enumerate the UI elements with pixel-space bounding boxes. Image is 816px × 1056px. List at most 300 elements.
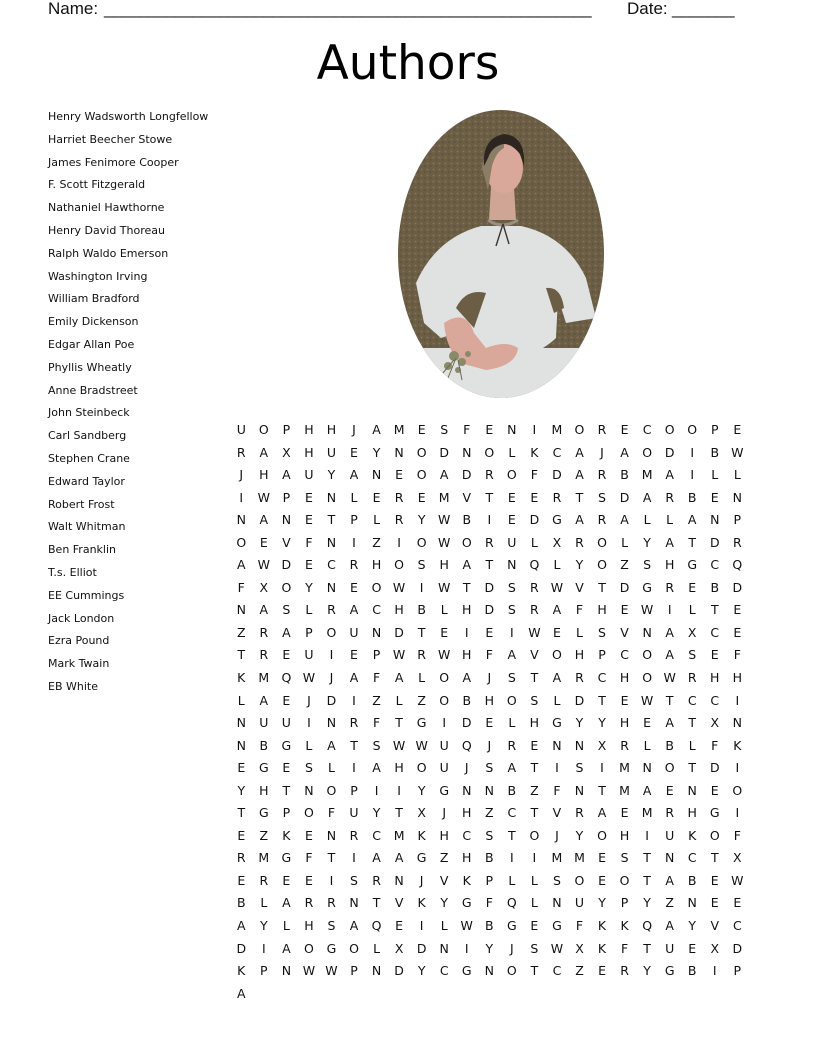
grid-letter[interactable]: R: [575, 805, 584, 821]
grid-letter[interactable]: Y: [598, 895, 606, 911]
grid-letter[interactable]: A: [597, 805, 607, 821]
grid-letter[interactable]: R: [394, 489, 404, 505]
grid-letter[interactable]: H: [259, 782, 269, 798]
grid-letter[interactable]: O: [506, 963, 517, 979]
grid-letter[interactable]: L: [327, 760, 335, 776]
grid-letter[interactable]: D: [484, 602, 495, 618]
grid-letter[interactable]: E: [710, 782, 719, 798]
grid-letter[interactable]: B: [687, 489, 697, 505]
grid-letter[interactable]: X: [597, 737, 607, 753]
grid-letter[interactable]: U: [259, 715, 269, 731]
grid-letter[interactable]: N: [326, 715, 337, 731]
grid-letter[interactable]: L: [530, 872, 538, 888]
grid-letter[interactable]: O: [709, 827, 720, 843]
grid-letter[interactable]: A: [372, 850, 381, 866]
grid-letter[interactable]: R: [597, 467, 607, 483]
grid-letter[interactable]: S: [643, 557, 652, 573]
grid-letter[interactable]: T: [530, 805, 539, 821]
grid-letter[interactable]: S: [575, 760, 584, 776]
grid-letter[interactable]: F: [305, 534, 313, 550]
grid-letter[interactable]: U: [281, 715, 291, 731]
grid-letter[interactable]: R: [327, 602, 336, 618]
grid-letter[interactable]: X: [259, 579, 269, 595]
grid-letter[interactable]: R: [665, 489, 674, 505]
grid-letter[interactable]: O: [642, 647, 653, 663]
grid-letter[interactable]: Q: [461, 737, 472, 753]
grid-letter[interactable]: S: [552, 872, 561, 888]
grid-letter[interactable]: H: [462, 647, 472, 663]
grid-letter[interactable]: D: [619, 489, 630, 505]
grid-letter[interactable]: I: [464, 624, 469, 640]
grid-letter[interactable]: U: [349, 624, 359, 640]
grid-letter[interactable]: A: [620, 512, 629, 528]
grid-letter[interactable]: X: [733, 850, 742, 866]
grid-letter[interactable]: I: [735, 760, 740, 776]
grid-letter[interactable]: L: [373, 940, 381, 956]
grid-letter[interactable]: A: [665, 624, 674, 640]
grid-letter[interactable]: A: [282, 895, 291, 911]
grid-letter[interactable]: O: [484, 444, 495, 460]
grid-letter[interactable]: M: [258, 670, 270, 686]
grid-letter[interactable]: L: [282, 918, 290, 934]
grid-letter[interactable]: C: [710, 624, 720, 640]
grid-letter[interactable]: E: [350, 579, 358, 595]
grid-letter[interactable]: P: [282, 805, 291, 821]
grid-letter[interactable]: R: [349, 715, 359, 731]
grid-letter[interactable]: N: [732, 715, 742, 731]
grid-letter[interactable]: Z: [530, 782, 539, 798]
grid-letter[interactable]: S: [688, 647, 697, 663]
grid-letter[interactable]: H: [529, 715, 540, 731]
grid-letter[interactable]: F: [485, 647, 493, 663]
grid-letter[interactable]: Z: [575, 963, 584, 979]
grid-letter[interactable]: Q: [642, 918, 653, 934]
grid-letter[interactable]: B: [620, 467, 629, 483]
grid-letter[interactable]: T: [598, 579, 606, 595]
grid-letter[interactable]: F: [620, 940, 629, 956]
grid-letter[interactable]: W: [392, 647, 406, 663]
grid-letter[interactable]: I: [352, 760, 356, 776]
grid-letter[interactable]: R: [259, 647, 269, 663]
grid-letter[interactable]: Q: [529, 557, 540, 573]
grid-letter[interactable]: T: [462, 579, 471, 595]
grid-letter[interactable]: V: [462, 489, 472, 505]
grid-letter[interactable]: L: [373, 512, 381, 528]
grid-letter[interactable]: B: [710, 444, 720, 460]
grid-letter[interactable]: W: [438, 647, 451, 663]
grid-letter[interactable]: Q: [732, 557, 743, 573]
grid-letter[interactable]: T: [643, 940, 651, 956]
grid-letter[interactable]: H: [304, 918, 314, 934]
grid-letter[interactable]: V: [710, 918, 720, 934]
grid-letter[interactable]: D: [529, 512, 540, 528]
grid-letter[interactable]: J: [307, 692, 311, 708]
grid-letter[interactable]: L: [260, 895, 268, 911]
grid-letter[interactable]: F: [711, 737, 719, 753]
grid-letter[interactable]: A: [575, 512, 584, 528]
grid-letter[interactable]: G: [416, 850, 427, 866]
grid-letter[interactable]: R: [620, 737, 629, 753]
grid-letter[interactable]: O: [439, 692, 450, 708]
grid-letter[interactable]: N: [236, 602, 246, 618]
grid-letter[interactable]: N: [371, 963, 382, 979]
grid-letter[interactable]: A: [282, 940, 291, 956]
grid-letter[interactable]: S: [507, 579, 516, 595]
grid-letter[interactable]: A: [349, 670, 359, 686]
grid-letter[interactable]: A: [259, 692, 269, 708]
grid-letter[interactable]: T: [665, 692, 674, 708]
grid-letter[interactable]: X: [417, 805, 426, 821]
grid-letter[interactable]: J: [509, 940, 514, 956]
grid-letter[interactable]: W: [302, 963, 316, 979]
grid-letter[interactable]: R: [349, 557, 359, 573]
grid-letter[interactable]: P: [260, 963, 268, 979]
grid-letter[interactable]: O: [552, 647, 562, 663]
grid-letter[interactable]: S: [372, 737, 381, 753]
grid-letter[interactable]: E: [507, 512, 516, 528]
grid-letter[interactable]: A: [439, 467, 449, 483]
grid-letter[interactable]: E: [710, 489, 719, 505]
grid-letter[interactable]: I: [509, 850, 514, 866]
grid-letter[interactable]: F: [733, 827, 741, 843]
grid-letter[interactable]: W: [731, 444, 744, 460]
grid-letter[interactable]: H: [664, 557, 675, 573]
grid-letter[interactable]: K: [237, 963, 246, 979]
grid-letter[interactable]: A: [552, 670, 562, 686]
grid-letter[interactable]: D: [236, 940, 247, 956]
grid-letter[interactable]: L: [395, 692, 403, 708]
grid-letter[interactable]: T: [237, 805, 246, 821]
grid-letter[interactable]: N: [710, 512, 720, 528]
grid-letter[interactable]: I: [329, 647, 334, 663]
grid-letter[interactable]: N: [349, 895, 359, 911]
grid-letter[interactable]: O: [416, 444, 427, 460]
grid-letter[interactable]: M: [551, 850, 563, 866]
grid-letter[interactable]: I: [645, 827, 649, 843]
grid-letter[interactable]: T: [688, 534, 697, 550]
grid-letter[interactable]: N: [326, 534, 337, 550]
grid-letter[interactable]: S: [530, 692, 539, 708]
grid-letter[interactable]: G: [281, 737, 292, 753]
grid-letter[interactable]: N: [236, 715, 246, 731]
grid-letter[interactable]: K: [688, 827, 697, 843]
grid-letter[interactable]: J: [352, 422, 356, 437]
grid-letter[interactable]: A: [462, 557, 472, 573]
grid-letter[interactable]: D: [461, 467, 472, 483]
grid-letter[interactable]: E: [395, 467, 404, 483]
grid-letter[interactable]: S: [350, 872, 358, 888]
grid-letter[interactable]: S: [440, 422, 449, 437]
grid-letter[interactable]: N: [642, 760, 652, 776]
grid-letter[interactable]: D: [326, 692, 337, 708]
grid-letter[interactable]: V: [282, 534, 291, 550]
grid-letter[interactable]: Y: [417, 782, 426, 798]
grid-letter[interactable]: E: [710, 647, 719, 663]
grid-letter[interactable]: A: [507, 647, 517, 663]
grid-letter[interactable]: P: [305, 624, 313, 640]
grid-letter[interactable]: G: [552, 512, 562, 528]
grid-letter[interactable]: G: [258, 805, 269, 821]
grid-letter[interactable]: M: [551, 422, 563, 437]
grid-letter[interactable]: X: [394, 940, 404, 956]
grid-letter[interactable]: H: [484, 692, 494, 708]
grid-letter[interactable]: H: [326, 422, 337, 437]
grid-letter[interactable]: P: [598, 647, 606, 663]
grid-letter[interactable]: V: [530, 647, 539, 663]
grid-letter[interactable]: T: [710, 850, 719, 866]
grid-letter[interactable]: E: [733, 422, 742, 437]
grid-letter[interactable]: R: [507, 737, 517, 753]
grid-letter[interactable]: S: [327, 918, 336, 934]
grid-letter[interactable]: B: [485, 918, 494, 934]
grid-letter[interactable]: R: [597, 422, 607, 437]
grid-letter[interactable]: R: [417, 647, 426, 663]
grid-letter[interactable]: A: [259, 602, 269, 618]
grid-letter[interactable]: T: [598, 782, 606, 798]
grid-letter[interactable]: T: [350, 737, 358, 753]
grid-letter[interactable]: T: [643, 872, 651, 888]
grid-letter[interactable]: Y: [237, 782, 246, 798]
grid-letter[interactable]: X: [282, 444, 291, 460]
grid-letter[interactable]: T: [485, 557, 494, 573]
grid-letter[interactable]: F: [327, 805, 336, 821]
grid-letter[interactable]: C: [597, 670, 607, 686]
grid-letter[interactable]: A: [349, 918, 359, 934]
grid-letter[interactable]: A: [687, 512, 697, 528]
grid-letter[interactable]: T: [688, 715, 697, 731]
grid-letter[interactable]: G: [642, 579, 652, 595]
grid-letter[interactable]: C: [710, 557, 720, 573]
grid-letter[interactable]: E: [733, 602, 742, 618]
grid-letter[interactable]: K: [620, 918, 629, 934]
grid-letter[interactable]: P: [733, 512, 742, 528]
grid-letter[interactable]: G: [552, 715, 562, 731]
grid-letter[interactable]: E: [282, 760, 291, 776]
grid-letter[interactable]: E: [304, 872, 313, 888]
grid-letter[interactable]: N: [371, 624, 382, 640]
grid-letter[interactable]: E: [350, 444, 358, 460]
grid-letter[interactable]: U: [236, 422, 246, 437]
grid-letter[interactable]: I: [532, 850, 537, 866]
grid-letter[interactable]: D: [281, 557, 292, 573]
grid-letter[interactable]: H: [574, 647, 585, 663]
grid-letter[interactable]: H: [619, 715, 630, 731]
grid-letter[interactable]: T: [508, 827, 516, 843]
grid-letter[interactable]: O: [416, 467, 427, 483]
grid-letter[interactable]: K: [237, 670, 246, 686]
grid-letter[interactable]: Y: [643, 963, 651, 979]
grid-letter[interactable]: O: [394, 557, 405, 573]
grid-letter[interactable]: N: [326, 579, 337, 595]
grid-letter[interactable]: J: [555, 827, 559, 843]
grid-letter[interactable]: Z: [372, 692, 381, 708]
grid-letter[interactable]: R: [687, 670, 697, 686]
grid-letter[interactable]: C: [507, 805, 517, 821]
grid-letter[interactable]: L: [350, 489, 358, 505]
grid-letter[interactable]: J: [329, 670, 334, 686]
grid-letter[interactable]: L: [553, 557, 561, 573]
grid-letter[interactable]: Y: [485, 940, 494, 956]
grid-letter[interactable]: I: [735, 805, 740, 821]
grid-letter[interactable]: Y: [643, 895, 651, 911]
grid-letter[interactable]: V: [620, 624, 629, 640]
grid-letter[interactable]: J: [442, 805, 447, 821]
grid-letter[interactable]: D: [439, 444, 450, 460]
grid-letter[interactable]: E: [620, 422, 629, 437]
grid-letter[interactable]: G: [506, 918, 517, 934]
grid-letter[interactable]: A: [575, 444, 584, 460]
grid-letter[interactable]: P: [350, 963, 358, 979]
grid-letter[interactable]: N: [687, 782, 697, 798]
grid-letter[interactable]: M: [438, 489, 450, 505]
grid-letter[interactable]: I: [397, 534, 401, 550]
grid-letter[interactable]: I: [239, 489, 244, 505]
grid-letter[interactable]: S: [598, 489, 606, 505]
grid-letter[interactable]: P: [710, 422, 719, 437]
grid-letter[interactable]: G: [664, 963, 675, 979]
grid-letter[interactable]: T: [282, 782, 291, 798]
grid-letter[interactable]: E: [530, 918, 539, 934]
grid-letter[interactable]: A: [282, 624, 291, 640]
grid-letter[interactable]: C: [439, 963, 449, 979]
grid-letter[interactable]: L: [530, 534, 538, 550]
grid-letter[interactable]: P: [350, 782, 358, 798]
grid-letter[interactable]: L: [440, 918, 448, 934]
grid-letter[interactable]: K: [462, 872, 471, 888]
grid-letter[interactable]: L: [508, 872, 516, 888]
grid-letter[interactable]: A: [665, 534, 674, 550]
grid-letter[interactable]: R: [236, 444, 246, 460]
grid-letter[interactable]: D: [574, 692, 585, 708]
grid-letter[interactable]: L: [621, 534, 629, 550]
grid-letter[interactable]: R: [259, 624, 269, 640]
grid-letter[interactable]: O: [597, 827, 607, 843]
grid-letter[interactable]: N: [394, 444, 404, 460]
grid-letter[interactable]: I: [329, 872, 334, 888]
grid-letter[interactable]: Z: [417, 692, 426, 708]
grid-letter[interactable]: K: [733, 737, 742, 753]
grid-letter[interactable]: N: [462, 444, 472, 460]
grid-letter[interactable]: N: [462, 782, 472, 798]
grid-letter[interactable]: U: [665, 827, 675, 843]
grid-letter[interactable]: E: [304, 827, 313, 843]
grid-letter[interactable]: L: [440, 602, 448, 618]
grid-letter[interactable]: T: [643, 850, 651, 866]
grid-letter[interactable]: L: [575, 624, 583, 640]
grid-letter[interactable]: R: [484, 534, 494, 550]
grid-letter[interactable]: X: [710, 940, 720, 956]
grid-letter[interactable]: O: [506, 467, 517, 483]
grid-letter[interactable]: I: [397, 782, 401, 798]
grid-letter[interactable]: W: [438, 579, 451, 595]
grid-letter[interactable]: D: [461, 715, 472, 731]
grid-letter[interactable]: J: [419, 872, 424, 888]
grid-letter[interactable]: E: [237, 827, 246, 843]
grid-letter[interactable]: N: [439, 940, 449, 956]
grid-letter[interactable]: L: [733, 467, 741, 483]
grid-letter[interactable]: O: [236, 534, 247, 550]
grid-letter[interactable]: W: [663, 670, 676, 686]
grid-letter[interactable]: F: [733, 647, 741, 663]
grid-letter[interactable]: E: [417, 422, 426, 437]
grid-letter[interactable]: I: [442, 715, 447, 731]
grid-letter[interactable]: T: [395, 715, 403, 731]
grid-letter[interactable]: A: [665, 647, 674, 663]
grid-letter[interactable]: O: [529, 827, 540, 843]
grid-letter[interactable]: P: [485, 872, 494, 888]
grid-letter[interactable]: N: [687, 895, 697, 911]
grid-letter[interactable]: W: [325, 963, 338, 979]
grid-letter[interactable]: W: [550, 940, 564, 956]
grid-letter[interactable]: E: [282, 647, 291, 663]
grid-letter[interactable]: U: [304, 467, 314, 483]
grid-letter[interactable]: E: [507, 489, 516, 505]
grid-letter[interactable]: T: [575, 489, 584, 505]
grid-letter[interactable]: W: [731, 872, 744, 888]
grid-letter[interactable]: O: [349, 940, 359, 956]
grid-letter[interactable]: N: [371, 467, 382, 483]
grid-letter[interactable]: H: [371, 557, 382, 573]
grid-letter[interactable]: N: [642, 624, 652, 640]
grid-letter[interactable]: B: [687, 963, 697, 979]
grid-letter[interactable]: J: [487, 670, 492, 686]
grid-letter[interactable]: O: [732, 782, 743, 798]
grid-letter[interactable]: N: [326, 489, 337, 505]
grid-letter[interactable]: B: [507, 782, 517, 798]
grid-letter[interactable]: V: [552, 805, 562, 821]
grid-letter[interactable]: Q: [281, 670, 292, 686]
grid-letter[interactable]: H: [439, 827, 449, 843]
grid-letter[interactable]: E: [259, 534, 268, 550]
grid-letter[interactable]: A: [642, 489, 652, 505]
grid-letter[interactable]: G: [281, 850, 292, 866]
grid-letter[interactable]: S: [485, 760, 494, 776]
grid-letter[interactable]: P: [282, 422, 291, 437]
grid-letter[interactable]: I: [690, 444, 695, 460]
grid-letter[interactable]: O: [258, 422, 269, 437]
grid-letter[interactable]: Z: [485, 805, 494, 821]
grid-letter[interactable]: H: [687, 805, 697, 821]
grid-letter[interactable]: W: [460, 918, 473, 934]
grid-letter[interactable]: O: [326, 624, 337, 640]
grid-letter[interactable]: I: [352, 850, 356, 866]
date-line[interactable]: _______: [672, 0, 734, 18]
grid-letter[interactable]: M: [393, 422, 405, 437]
grid-letter[interactable]: O: [664, 422, 675, 437]
grid-letter[interactable]: N: [574, 782, 585, 798]
grid-letter[interactable]: E: [598, 963, 606, 979]
word-search-grid[interactable]: [230, 419, 749, 1005]
grid-letter[interactable]: M: [641, 805, 653, 821]
grid-letter[interactable]: E: [237, 760, 246, 776]
grid-letter[interactable]: I: [600, 760, 604, 776]
grid-letter[interactable]: W: [550, 579, 564, 595]
grid-letter[interactable]: N: [236, 737, 246, 753]
grid-letter[interactable]: A: [259, 512, 269, 528]
grid-letter[interactable]: U: [349, 805, 359, 821]
grid-letter[interactable]: F: [372, 715, 381, 731]
grid-letter[interactable]: T: [395, 805, 403, 821]
grid-letter[interactable]: S: [304, 760, 313, 776]
grid-letter[interactable]: B: [236, 895, 246, 911]
grid-letter[interactable]: H: [462, 805, 472, 821]
grid-letter[interactable]: R: [304, 895, 314, 911]
grid-letter[interactable]: U: [326, 444, 337, 460]
grid-letter[interactable]: E: [304, 557, 313, 573]
grid-letter[interactable]: J: [487, 737, 492, 753]
grid-letter[interactable]: B: [462, 692, 472, 708]
grid-letter[interactable]: S: [485, 827, 494, 843]
